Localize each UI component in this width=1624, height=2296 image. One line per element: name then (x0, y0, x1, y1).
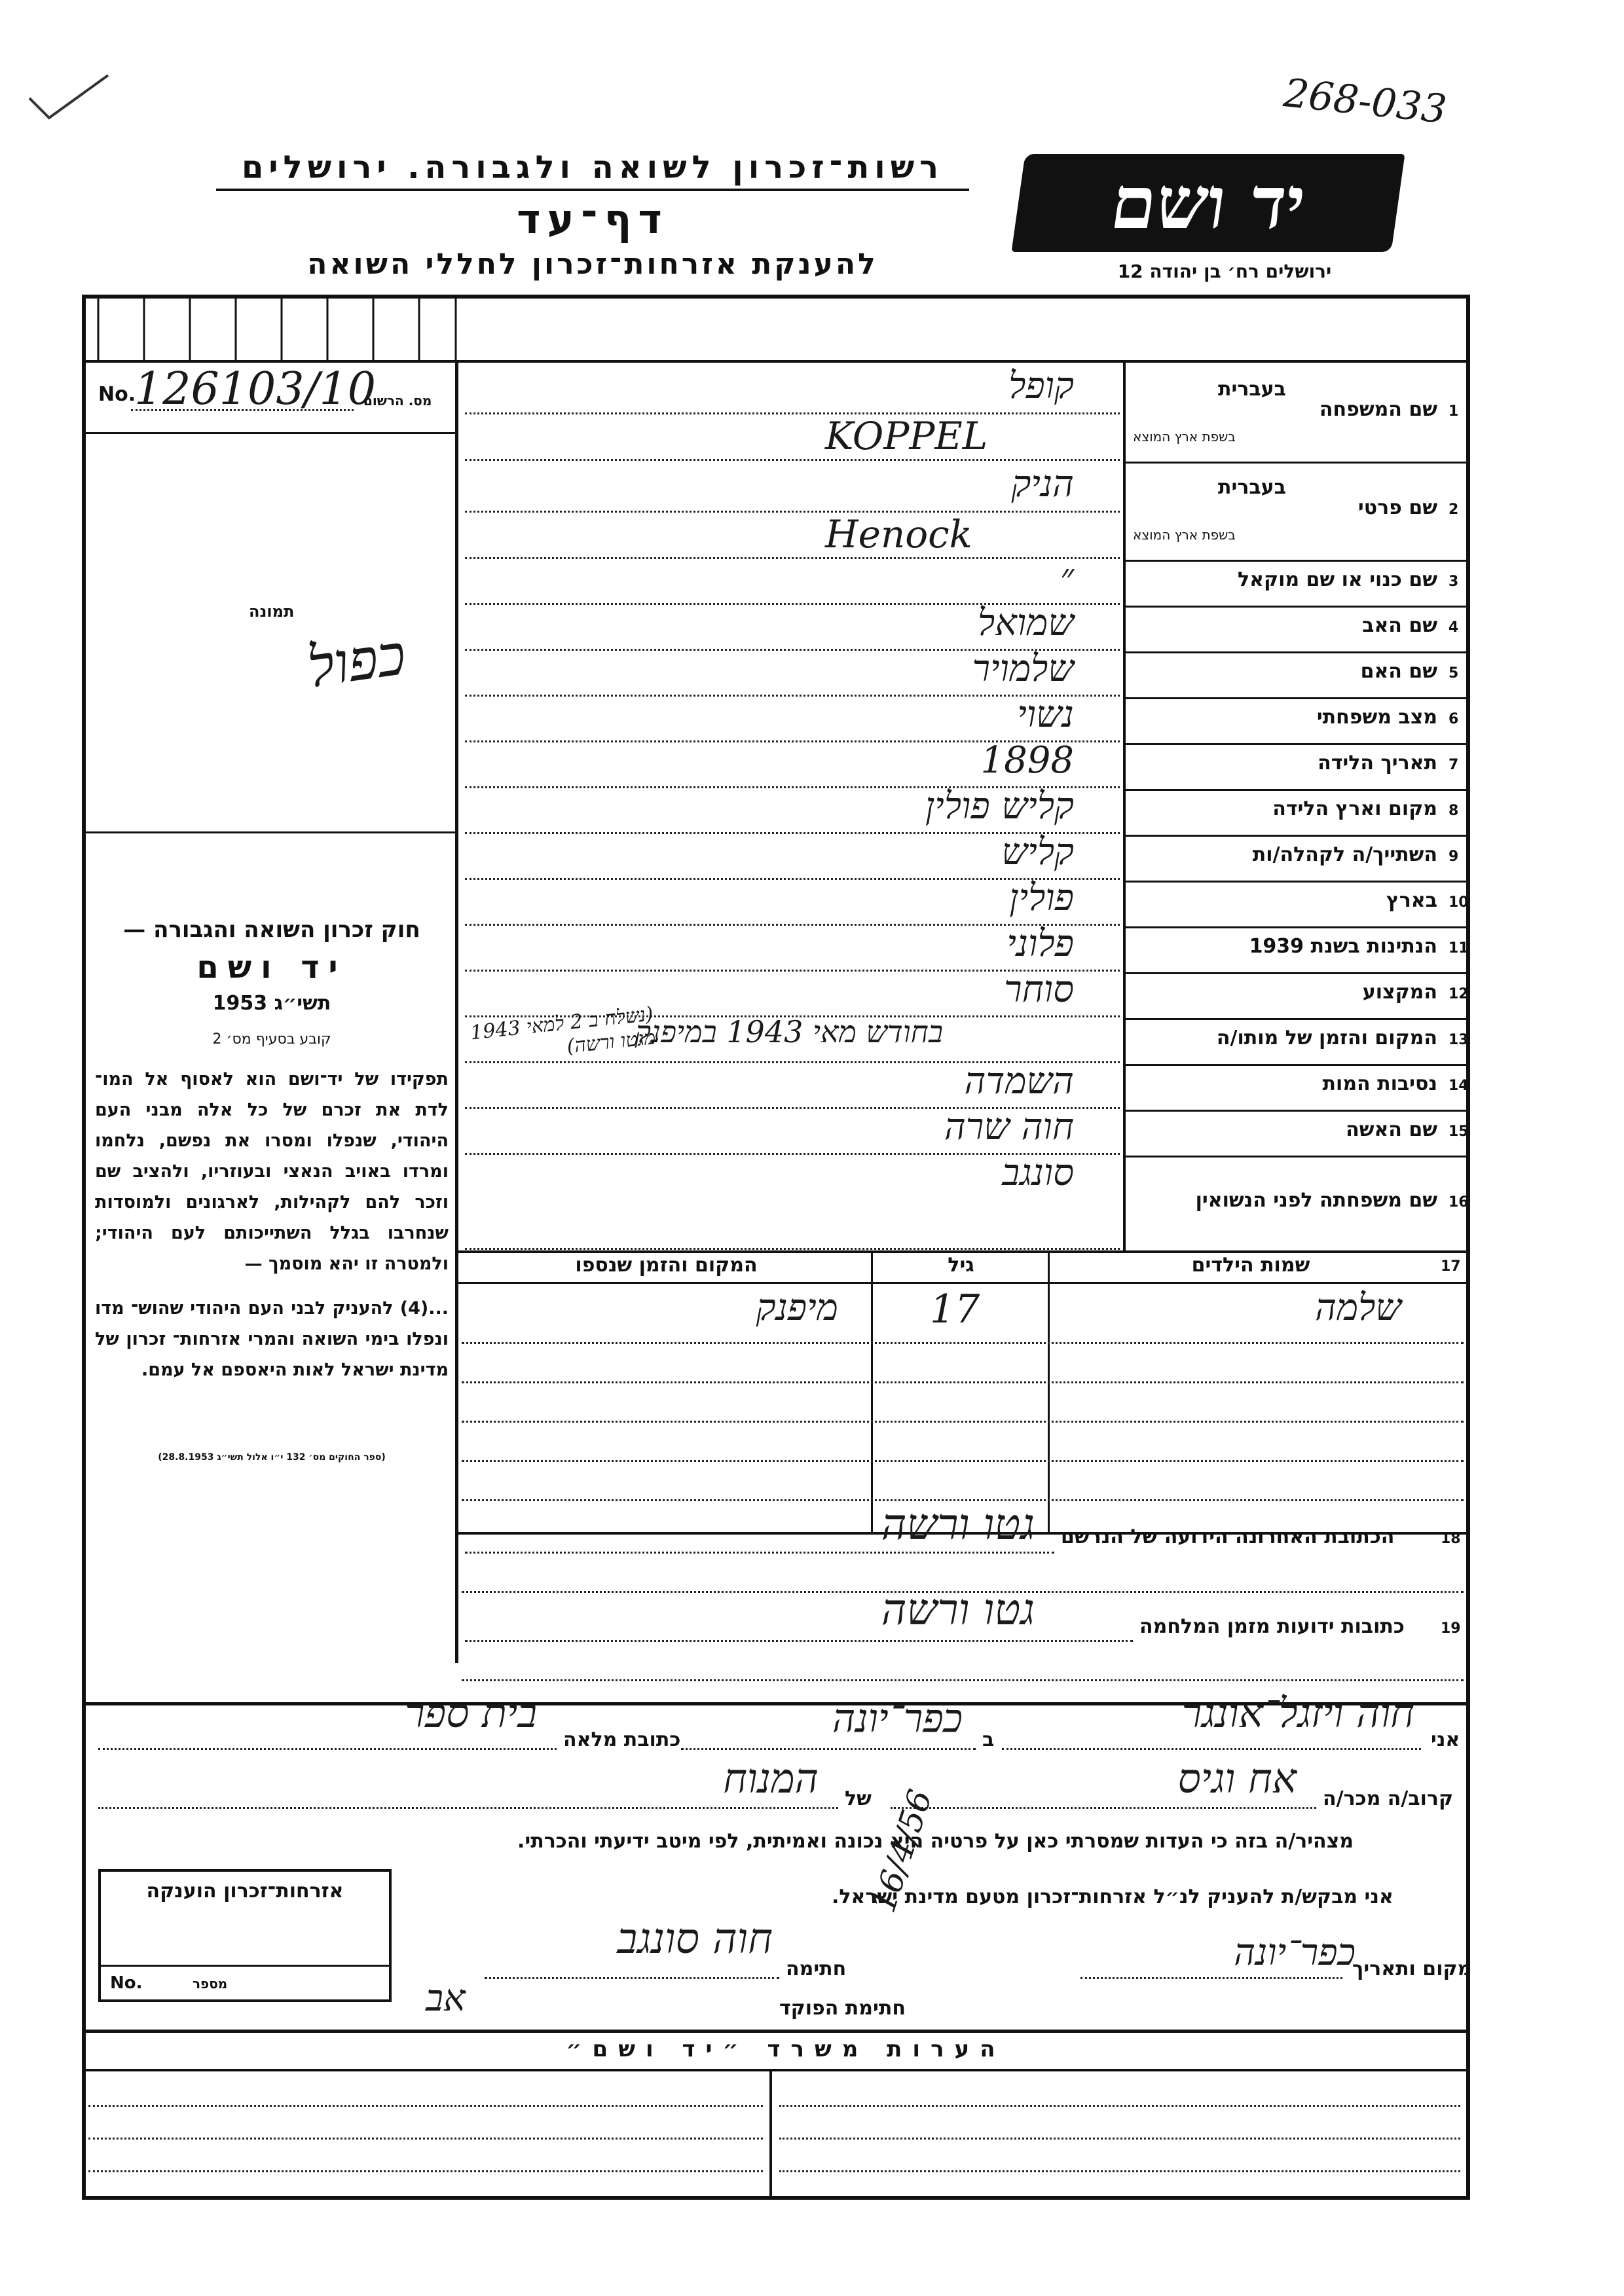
notes-dots-r3 (779, 2170, 1460, 2172)
corner-number: 268-033 (1282, 70, 1449, 133)
top-boxes (85, 299, 458, 360)
decl-request: אני מבקש/ת להעניק לנ״ל אזרחות־זכרון מטעם מדינת ישראל. (832, 1886, 1393, 1908)
decl-relation: אח וגיס (1177, 1755, 1297, 1802)
notes-col-divider (769, 2071, 772, 2200)
notes-dots-l1 (88, 2105, 763, 2107)
field-13-value: בחודש מאי 1943 במיפנק (635, 1014, 943, 1049)
field-2-sub-origin: בשפת ארץ המוצא (1133, 527, 1236, 543)
address-18-num: 18 (1441, 1531, 1461, 1547)
field-5-value: שלמויר (972, 647, 1074, 690)
address-18-label: הכתובת האחרונה הידועה של הנרשם (1061, 1525, 1395, 1548)
address-19-value: גטו ורשה (881, 1584, 1035, 1635)
decl-officer-label: חתימת הפוקד (779, 1997, 906, 2020)
field-3-value: ״ (1060, 556, 1074, 598)
field-10-row-line (1126, 926, 1470, 928)
notes-title: הערות משרד ״יד ושם״ (566, 2036, 1006, 2062)
field-13-row-line (1126, 1064, 1470, 1066)
field-3-num: 3 (1449, 574, 1459, 590)
reg-label-no: No. (98, 383, 136, 406)
field-8-label: מקום וארץ הלידה (1272, 797, 1437, 820)
field-13-label: המקום והזמן של מותו/ה (1216, 1027, 1437, 1049)
header-subtitle: להענקת אזרחות־זכרון לחללי השואה (307, 247, 878, 281)
notes-dots-l2 (88, 2138, 763, 2140)
yad-vashem-logo (1011, 154, 1405, 252)
law-year-num: 1953 (212, 992, 268, 1015)
field-5-label: שם האם (1360, 660, 1437, 683)
reg-number: 126103/10 (134, 363, 377, 415)
child-age: 17 (930, 1286, 980, 1332)
field-2-label: שם פרטי (1357, 496, 1437, 519)
decl-sig-dots (485, 1977, 779, 1979)
field-1-sub-origin: בשפת ארץ המוצא (1133, 429, 1236, 445)
child-place: מיפנק (756, 1286, 838, 1329)
logo-text: יד ושם (1105, 160, 1311, 245)
decl-place-date-label: מקום ותאריך (1352, 1958, 1472, 1980)
field-6-label: מצב משפחתי (1316, 706, 1437, 729)
header-org: רשות־זכרון לשואה ולגבורה. ירושלים (216, 149, 969, 191)
field-16-num: 16 (1449, 1194, 1469, 1211)
decl-date: 16/4/56 (864, 1785, 940, 1917)
field-1-value-origin: KOPPEL (825, 414, 988, 458)
children-col-age: גיל (948, 1254, 974, 1277)
notes-header-line (82, 2069, 1470, 2071)
field-11-label: הנתינות בשנת 1939 (1249, 935, 1437, 958)
field-8-num: 8 (1449, 803, 1459, 819)
field-2-value: הניק (1011, 463, 1074, 505)
decl-ani: אני (1431, 1728, 1460, 1751)
field-2-value-origin: Henock (825, 512, 972, 556)
field-9-num: 9 (1449, 848, 1459, 865)
decl-place: כפר־יונה (832, 1696, 963, 1741)
grant-box-line (101, 1965, 389, 1967)
field-7-label: תאריך הלידה (1318, 752, 1437, 774)
top-row-line (82, 360, 1470, 363)
field-8-value: קליש פולין (925, 785, 1074, 828)
field-7-value: 1898 (980, 739, 1074, 782)
decl-addr-dots (98, 1748, 557, 1750)
photo-note: כפול (303, 622, 410, 701)
field-12-row-line (1126, 1018, 1470, 1020)
field-10-label: בארץ (1386, 889, 1437, 912)
decl-signature: חוה סונגב (617, 1915, 773, 1963)
decl-place-date-dots (1080, 1977, 1342, 1979)
field-2-value-dots (465, 557, 1120, 559)
photo-label: תמונה (249, 602, 295, 621)
reg-line (85, 432, 455, 434)
reg-dots (131, 409, 354, 411)
field-12-value: סוחר (1004, 968, 1074, 1011)
decl-address: בית ספר (405, 1689, 537, 1737)
grant-box-title: אזרחות־זכרון הוענקה (146, 1880, 344, 1903)
children-dots-3 (462, 1421, 1464, 1423)
law-clause: קובע בסעיף מס׳ 2 (212, 1031, 331, 1048)
decl-officer-sig: אב (426, 1977, 466, 2020)
field-1-value: קופל (1008, 365, 1074, 407)
field-14-num: 14 (1449, 1078, 1469, 1094)
children-top-line (458, 1250, 1470, 1253)
label-column-divider (1123, 360, 1126, 1250)
field-11-row-line (1126, 972, 1470, 974)
field-6-num: 6 (1449, 711, 1459, 727)
field-2-inner-dots (465, 511, 1120, 513)
field-10-value: פולין (1009, 877, 1074, 919)
address-19-label: כתובות ידועות מזמן המלחמה (1139, 1615, 1405, 1638)
field-6-value: נשוי (1017, 693, 1074, 736)
field-11-num: 11 (1449, 940, 1469, 957)
field-14-label: נסיבות המות (1322, 1072, 1437, 1095)
law-title: חוק זכרון השואה והגבורה — (123, 917, 420, 943)
field-12-label: המקצוע (1362, 981, 1437, 1004)
decl-relative-label: קרוב/ה מכר/ה (1323, 1787, 1454, 1810)
header-title: דף־עד (517, 195, 669, 243)
address-18-dots (465, 1552, 1054, 1554)
field-16-value-dots (465, 1248, 1120, 1250)
address-19-dots (465, 1640, 1133, 1642)
children-col-names: שמות הילדים (1191, 1254, 1310, 1277)
field-2-row-line (1126, 560, 1470, 562)
grant-box (98, 1869, 392, 2002)
field-15-label: שם האשה (1346, 1118, 1437, 1141)
field-10-num: 10 (1449, 894, 1469, 911)
field-1-label: שם המשפחה (1319, 398, 1437, 421)
field-12-num: 12 (1449, 986, 1469, 1002)
field-9-value: קליש (1001, 831, 1074, 873)
field-15-num: 15 (1449, 1123, 1469, 1140)
field-15-value: חוה שרה (944, 1106, 1074, 1148)
photo-box-bottom (85, 831, 455, 833)
field-1-inner-dots (465, 412, 1120, 414)
children-col-2 (1048, 1250, 1050, 1532)
reg-label-he: מס. הרשום (363, 393, 432, 409)
field-7-num: 7 (1449, 757, 1459, 773)
field-14-value: השמדה (964, 1060, 1074, 1102)
field-5-row-line (1126, 697, 1470, 699)
field-9-row-line (1126, 881, 1470, 883)
decl-relation2: המנוח (723, 1755, 819, 1802)
left-panel-divider (455, 360, 458, 1663)
field-1-row-line (1126, 462, 1470, 464)
field-6-row-line (1126, 743, 1470, 745)
decl-place-dots (681, 1748, 976, 1750)
field-2-num: 2 (1449, 501, 1459, 518)
address-19-dots-2 (462, 1679, 1464, 1681)
field-11-value: פלוני (1006, 922, 1074, 965)
logo-address: ירושלים רח׳ בן יהודה 12 (1117, 261, 1332, 282)
notes-dots-r1 (779, 2105, 1460, 2107)
children-dots-4 (462, 1460, 1464, 1462)
decl-relation-dots (891, 1807, 1316, 1809)
field-4-value: שמואל (978, 602, 1074, 644)
decl-name-dots (1002, 1748, 1421, 1750)
address-19-num: 19 (1441, 1620, 1461, 1637)
decl-name: חוה ויזגל־אונגר (1181, 1689, 1414, 1737)
law-year-he: תשי״ג (274, 992, 331, 1015)
children-col-place: המקום והזמן שנספו (575, 1254, 758, 1277)
field-13-num: 13 (1449, 1032, 1469, 1048)
children-dots-2 (462, 1381, 1464, 1383)
field-4-row-line (1126, 651, 1470, 653)
law-year (98, 992, 445, 1015)
field-8-row-line (1126, 835, 1470, 837)
grant-box-num-label: מספר (193, 1976, 228, 1992)
field-13-note: (נשלח ב 2 למאי 1943 מגטו ורשה) (469, 1002, 657, 1059)
notes-dots-l3 (88, 2170, 763, 2172)
field-3-row-line (1126, 606, 1470, 608)
grant-box-no: No. (110, 1973, 143, 1993)
address-18-value: גטו ורשה (881, 1499, 1035, 1550)
law-text-1: תפקידו של יד־ושם הוא לאסוף אל המו־ לדת את זכרם של כל אלה מבני העם היהודי, שנפלו ומסרו את נפשם, נלחמו ומרדו באויב הנאצי ובעוזריו, ולהציב שם וזכר להם לקהילות, לארגונים ולמוסדות שנחרבו בגלל השתייכותם לעם היהודי; ולמטרה זו יהא מוסמך — (95, 1069, 449, 1274)
children-header-line (458, 1282, 1470, 1284)
field-9-label: השתייך/ה לקהלה/ות (1252, 843, 1437, 866)
field-16-label: שם משפחתה לפני הנשואין (1195, 1188, 1437, 1212)
field-15-row-line (1126, 1156, 1470, 1157)
field-2-sub-hebrew: בעברית (1218, 476, 1286, 499)
decl-addr-label: כתובת מלאה (563, 1728, 681, 1751)
notes-dots-r2 (779, 2138, 1460, 2140)
field-5-num: 5 (1449, 665, 1459, 682)
notes-top-line (82, 2030, 1470, 2033)
children-dots-1 (462, 1342, 1464, 1344)
child-name: שלמה (1315, 1286, 1401, 1329)
field-4-label: שם האב (1362, 614, 1437, 637)
law-name: יד ושם (196, 949, 347, 986)
children-col-1 (871, 1250, 873, 1532)
corner-check-mark (26, 72, 111, 124)
field-7-row-line (1126, 789, 1470, 791)
decl-declaration: מצהיר/ה בזה כי העדות שמסרתי כאן על פרטיה היא נכונה ואמיתית, לפי מיטב ידיעתי והכרתי. (517, 1830, 1354, 1853)
decl-place-date: כפר־יונה (1234, 1931, 1356, 1974)
decl-relation2-dots (98, 1807, 838, 1809)
field-16-value: סונגב (1002, 1152, 1074, 1194)
field-1-sub-hebrew: בעברית (1218, 378, 1286, 401)
field-3-label: שם כנוי או שם מוקאל (1238, 568, 1437, 591)
decl-of: של (845, 1787, 872, 1810)
field-1-value-dots (465, 459, 1120, 461)
law-text-2: ...(4) להעניק לבני העם היהודי שהוש־ מדו ונפלו בימי השואה והמרי אזרחות־ זכרון של מדינת ישראל לאות היאספם אל עמם. (95, 1298, 449, 1380)
field-1-num: 1 (1449, 403, 1459, 420)
field-14-row-line (1126, 1110, 1470, 1112)
law-source: (ספר החוקים מס׳ 132 י״ו אלול תשי״ג 28.8.1953) (158, 1452, 386, 1463)
decl-b: ב (982, 1728, 995, 1751)
decl-sig-label: חתימה (786, 1958, 847, 1980)
field-4-num: 4 (1449, 619, 1459, 636)
children-num: 17 (1441, 1258, 1461, 1275)
